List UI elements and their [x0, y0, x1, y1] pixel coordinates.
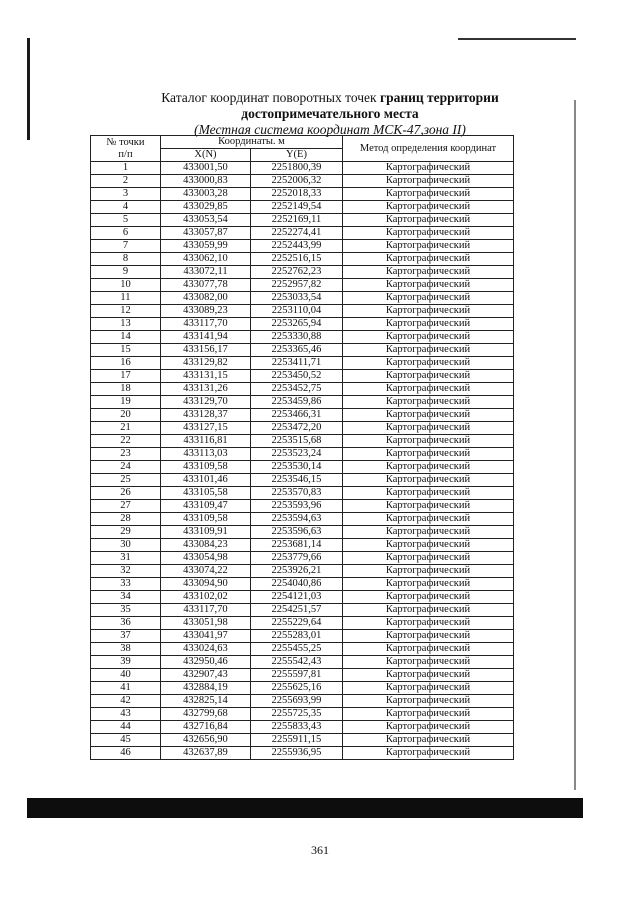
- cell-x: 433116,81: [160, 435, 250, 448]
- cell-method: Картографический: [342, 669, 513, 682]
- cell-point-number: 46: [91, 747, 161, 760]
- cell-method: Картографический: [342, 383, 513, 396]
- cell-method: Картографический: [342, 747, 513, 760]
- cell-method: Картографический: [342, 552, 513, 565]
- cell-x: 433141,94: [160, 331, 250, 344]
- table-row: [91, 214, 514, 227]
- cell-method: Картографический: [342, 214, 513, 227]
- cell-method: Картографический: [342, 708, 513, 721]
- title-subtitle: (Местная система координат МСК-47,зона II): [194, 122, 466, 137]
- cell-y: 2252762,23: [250, 266, 342, 279]
- table-row: [91, 682, 514, 695]
- cell-y: 2253596,63: [250, 526, 342, 539]
- cell-y: 2253593,96: [250, 500, 342, 513]
- table-row: [91, 370, 514, 383]
- cell-y: 2253459,86: [250, 396, 342, 409]
- cell-method: Картографический: [342, 279, 513, 292]
- table-row: [91, 422, 514, 435]
- table-row: [91, 669, 514, 682]
- cell-x: 433127,15: [160, 422, 250, 435]
- cell-method: Картографический: [342, 305, 513, 318]
- cell-x: 433059,99: [160, 240, 250, 253]
- cell-x: 433062,10: [160, 253, 250, 266]
- table-row: [91, 565, 514, 578]
- cell-x: 433084,23: [160, 539, 250, 552]
- cell-point-number: 11: [91, 292, 161, 305]
- cell-y: 2251800,39: [250, 162, 342, 175]
- cell-method: Картографический: [342, 591, 513, 604]
- scan-edge-top: [458, 38, 576, 40]
- cell-x: 433131,26: [160, 383, 250, 396]
- cell-x: 433117,70: [160, 318, 250, 331]
- cell-point-number: 16: [91, 357, 161, 370]
- cell-point-number: 18: [91, 383, 161, 396]
- cell-method: Картографический: [342, 370, 513, 383]
- table-row: [91, 201, 514, 214]
- cell-x: 433054,98: [160, 552, 250, 565]
- cell-x: 432884,19: [160, 682, 250, 695]
- page-number: 361: [311, 843, 329, 857]
- cell-method: Картографический: [342, 201, 513, 214]
- cell-y: 2253570,83: [250, 487, 342, 500]
- cell-x: 433029,85: [160, 201, 250, 214]
- cell-y: 2252443,99: [250, 240, 342, 253]
- cell-method: Картографический: [342, 461, 513, 474]
- cell-y: 2255283,01: [250, 630, 342, 643]
- cell-x: 433109,91: [160, 526, 250, 539]
- title-line-2: достопримечательного места: [241, 106, 419, 121]
- cell-point-number: 20: [91, 409, 161, 422]
- cell-x: 433024,63: [160, 643, 250, 656]
- table-row: [91, 357, 514, 370]
- cell-y: 2252149,54: [250, 201, 342, 214]
- cell-point-number: 44: [91, 721, 161, 734]
- cell-method: Картографический: [342, 630, 513, 643]
- cell-point-number: 5: [91, 214, 161, 227]
- cell-method: Картографический: [342, 448, 513, 461]
- table-row: [91, 162, 514, 175]
- table-row: [91, 240, 514, 253]
- cell-point-number: 28: [91, 513, 161, 526]
- cell-point-number: 38: [91, 643, 161, 656]
- cell-method: Картографический: [342, 422, 513, 435]
- cell-x: 433089,23: [160, 305, 250, 318]
- cell-y: 2255542,43: [250, 656, 342, 669]
- cell-method: Картографический: [342, 396, 513, 409]
- table-row: [91, 656, 514, 669]
- cell-point-number: 31: [91, 552, 161, 565]
- cell-y: 2253523,24: [250, 448, 342, 461]
- cell-method: Картографический: [342, 162, 513, 175]
- cell-y: 2255833,43: [250, 721, 342, 734]
- title-prefix: Каталог координат поворотных точек: [161, 90, 380, 105]
- cell-method: Картографический: [342, 331, 513, 344]
- coordinates-table: [90, 135, 514, 760]
- cell-method: Картографический: [342, 513, 513, 526]
- cell-y: 2254040,86: [250, 578, 342, 591]
- cell-point-number: 4: [91, 201, 161, 214]
- document-title: [100, 90, 560, 138]
- cell-y: 2253452,75: [250, 383, 342, 396]
- cell-method: Картографический: [342, 318, 513, 331]
- cell-x: 433156,17: [160, 344, 250, 357]
- header-num-line1: № точки: [106, 136, 145, 148]
- cell-x: 433117,70: [160, 604, 250, 617]
- cell-y: 2253033,54: [250, 292, 342, 305]
- cell-point-number: 2: [91, 175, 161, 188]
- cell-x: 433001,50: [160, 162, 250, 175]
- cell-x: 433109,47: [160, 500, 250, 513]
- cell-point-number: 42: [91, 695, 161, 708]
- header-x: X(N): [160, 149, 250, 162]
- cell-y: 2253779,66: [250, 552, 342, 565]
- table-row: [91, 539, 514, 552]
- table-row: [91, 344, 514, 357]
- cell-method: Картографический: [342, 604, 513, 617]
- title-bold: границ территории: [379, 90, 499, 105]
- cell-x: 433129,82: [160, 357, 250, 370]
- cell-point-number: 21: [91, 422, 161, 435]
- cell-x: 433077,78: [160, 279, 250, 292]
- cell-x: 432799,68: [160, 708, 250, 721]
- cell-y: 2253515,68: [250, 435, 342, 448]
- table-row: [91, 552, 514, 565]
- table-row: [91, 474, 514, 487]
- cell-method: Картографический: [342, 240, 513, 253]
- cell-y: 2253466,31: [250, 409, 342, 422]
- table-row: [91, 461, 514, 474]
- cell-point-number: 12: [91, 305, 161, 318]
- cell-point-number: 6: [91, 227, 161, 240]
- cell-y: 2252006,32: [250, 175, 342, 188]
- cell-method: Картографический: [342, 721, 513, 734]
- cell-y: 2255597,81: [250, 669, 342, 682]
- table-row: [91, 500, 514, 513]
- cell-y: 2253110,04: [250, 305, 342, 318]
- cell-x: 433074,22: [160, 565, 250, 578]
- cell-point-number: 1: [91, 162, 161, 175]
- table-row: [91, 617, 514, 630]
- cell-y: 2253594,63: [250, 513, 342, 526]
- header-coordinates: Координаты. м: [160, 136, 342, 149]
- cell-y: 2255625,16: [250, 682, 342, 695]
- cell-x: 433109,58: [160, 461, 250, 474]
- cell-point-number: 35: [91, 604, 161, 617]
- table-row: [91, 721, 514, 734]
- cell-x: 433105,58: [160, 487, 250, 500]
- cell-x: 433101,46: [160, 474, 250, 487]
- cell-point-number: 36: [91, 617, 161, 630]
- scan-edge-bottom: [27, 798, 583, 818]
- cell-method: Картографический: [342, 526, 513, 539]
- cell-x: 433003,28: [160, 188, 250, 201]
- cell-method: Картографический: [342, 643, 513, 656]
- cell-y: 2255229,64: [250, 617, 342, 630]
- cell-x: 433082,00: [160, 292, 250, 305]
- cell-point-number: 40: [91, 669, 161, 682]
- cell-method: Картографический: [342, 474, 513, 487]
- cell-point-number: 26: [91, 487, 161, 500]
- table-row: [91, 448, 514, 461]
- cell-method: Картографический: [342, 357, 513, 370]
- title-line-1: [100, 90, 560, 106]
- cell-point-number: 24: [91, 461, 161, 474]
- table-row: [91, 513, 514, 526]
- cell-x: 433000,83: [160, 175, 250, 188]
- cell-method: Картографический: [342, 227, 513, 240]
- table-row: [91, 396, 514, 409]
- cell-method: Картографический: [342, 695, 513, 708]
- header-y: Y(E): [250, 149, 342, 162]
- table-row: [91, 604, 514, 617]
- table-row: [91, 227, 514, 240]
- cell-y: 2253411,71: [250, 357, 342, 370]
- cell-point-number: 22: [91, 435, 161, 448]
- table-row: [91, 253, 514, 266]
- table-row: [91, 305, 514, 318]
- table-body: [91, 162, 514, 760]
- cell-method: Картографический: [342, 175, 513, 188]
- cell-x: 433041,97: [160, 630, 250, 643]
- cell-method: Картографический: [342, 656, 513, 669]
- cell-y: 2253926,21: [250, 565, 342, 578]
- cell-y: 2255725,35: [250, 708, 342, 721]
- cell-x: 432656,90: [160, 734, 250, 747]
- cell-method: Картографический: [342, 578, 513, 591]
- cell-point-number: 37: [91, 630, 161, 643]
- cell-y: 2253450,52: [250, 370, 342, 383]
- cell-point-number: 27: [91, 500, 161, 513]
- header-num-line2: п/п: [118, 148, 133, 160]
- cell-y: 2253472,20: [250, 422, 342, 435]
- cell-method: Картографический: [342, 539, 513, 552]
- table-row: [91, 695, 514, 708]
- cell-x: 433102,02: [160, 591, 250, 604]
- table-row: [91, 487, 514, 500]
- table-row: [91, 409, 514, 422]
- cell-x: 432825,14: [160, 695, 250, 708]
- cell-y: 2252274,41: [250, 227, 342, 240]
- cell-x: 433094,90: [160, 578, 250, 591]
- table-row: [91, 747, 514, 760]
- cell-y: 2253265,94: [250, 318, 342, 331]
- table-row: [91, 292, 514, 305]
- cell-y: 2253546,15: [250, 474, 342, 487]
- cell-method: Картографический: [342, 253, 513, 266]
- cell-method: Картографический: [342, 266, 513, 279]
- cell-point-number: 7: [91, 240, 161, 253]
- cell-method: Картографический: [342, 487, 513, 500]
- cell-point-number: 23: [91, 448, 161, 461]
- cell-x: 433051,98: [160, 617, 250, 630]
- table-row: [91, 734, 514, 747]
- cell-method: Картографический: [342, 734, 513, 747]
- cell-point-number: 45: [91, 734, 161, 747]
- cell-x: 432716,84: [160, 721, 250, 734]
- table-row: [91, 630, 514, 643]
- cell-x: 432907,43: [160, 669, 250, 682]
- cell-point-number: 41: [91, 682, 161, 695]
- table-row: [91, 708, 514, 721]
- cell-x: 433113,03: [160, 448, 250, 461]
- table-row: [91, 643, 514, 656]
- header-point-number: [91, 136, 161, 162]
- cell-y: 2252957,82: [250, 279, 342, 292]
- cell-x: 432637,89: [160, 747, 250, 760]
- table-row: [91, 188, 514, 201]
- cell-y: 2253530,14: [250, 461, 342, 474]
- cell-point-number: 8: [91, 253, 161, 266]
- cell-point-number: 39: [91, 656, 161, 669]
- cell-method: Картографический: [342, 682, 513, 695]
- table-row: [91, 318, 514, 331]
- table-row: [91, 279, 514, 292]
- cell-point-number: 30: [91, 539, 161, 552]
- cell-method: Картографический: [342, 500, 513, 513]
- cell-x: 432950,46: [160, 656, 250, 669]
- cell-method: Картографический: [342, 188, 513, 201]
- cell-method: Картографический: [342, 292, 513, 305]
- cell-point-number: 34: [91, 591, 161, 604]
- cell-x: 433109,58: [160, 513, 250, 526]
- cell-point-number: 25: [91, 474, 161, 487]
- cell-y: 2252169,11: [250, 214, 342, 227]
- table-row: [91, 266, 514, 279]
- cell-point-number: 3: [91, 188, 161, 201]
- cell-x: 433072,11: [160, 266, 250, 279]
- cell-y: 2253365,46: [250, 344, 342, 357]
- cell-point-number: 19: [91, 396, 161, 409]
- cell-method: Картографический: [342, 344, 513, 357]
- cell-point-number: 33: [91, 578, 161, 591]
- cell-method: Картографический: [342, 565, 513, 578]
- cell-y: 2255455,25: [250, 643, 342, 656]
- cell-x: 433057,87: [160, 227, 250, 240]
- cell-point-number: 15: [91, 344, 161, 357]
- cell-x: 433131,15: [160, 370, 250, 383]
- table-row: [91, 526, 514, 539]
- cell-y: 2255911,15: [250, 734, 342, 747]
- table-row: [91, 435, 514, 448]
- cell-point-number: 32: [91, 565, 161, 578]
- cell-x: 433053,54: [160, 214, 250, 227]
- cell-y: 2255693,99: [250, 695, 342, 708]
- cell-x: 433128,37: [160, 409, 250, 422]
- scan-edge-left: [27, 38, 30, 140]
- cell-y: 2254121,03: [250, 591, 342, 604]
- cell-point-number: 13: [91, 318, 161, 331]
- table-row: [91, 591, 514, 604]
- header-method: Метод определения координат: [342, 136, 513, 162]
- cell-y: 2253330,88: [250, 331, 342, 344]
- cell-y: 2252018,33: [250, 188, 342, 201]
- table-row: [91, 175, 514, 188]
- cell-point-number: 17: [91, 370, 161, 383]
- table-row: [91, 578, 514, 591]
- cell-method: Картографический: [342, 409, 513, 422]
- cell-point-number: 9: [91, 266, 161, 279]
- cell-point-number: 10: [91, 279, 161, 292]
- cell-x: 433129,70: [160, 396, 250, 409]
- scan-edge-right: [574, 100, 576, 790]
- cell-method: Картографический: [342, 617, 513, 630]
- cell-point-number: 14: [91, 331, 161, 344]
- cell-y: 2255936,95: [250, 747, 342, 760]
- cell-y: 2252516,15: [250, 253, 342, 266]
- cell-y: 2254251,57: [250, 604, 342, 617]
- table-row: [91, 383, 514, 396]
- cell-y: 2253681,14: [250, 539, 342, 552]
- table-row: [91, 331, 514, 344]
- cell-method: Картографический: [342, 435, 513, 448]
- cell-point-number: 43: [91, 708, 161, 721]
- cell-point-number: 29: [91, 526, 161, 539]
